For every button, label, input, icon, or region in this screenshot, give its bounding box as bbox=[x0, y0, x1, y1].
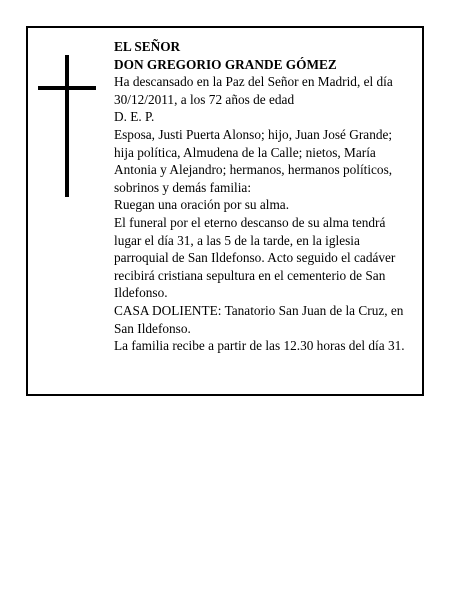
notice-line: El funeral por el eterno descanso de su alma tendrá bbox=[114, 214, 386, 230]
notice-line: CASA DOLIENTE: Tanatorio San Juan de la Cruz, en bbox=[114, 302, 404, 318]
notice-line: Ha descansado en la Paz del Señor en Madrid, el día bbox=[114, 74, 393, 90]
cross-vertical-bar bbox=[65, 55, 69, 197]
notice-line: San Ildefonso. bbox=[114, 320, 191, 336]
notice-line: Antonia y Alejandro; hermanos, hermanos políticos, bbox=[114, 162, 393, 178]
notice-line: Ildefonso. bbox=[114, 285, 168, 301]
notice-line: hija política, Almudena de la Calle; nietos, María bbox=[114, 144, 376, 160]
notice-line: La familia recibe a partir de las 12.30 horas del día 31. bbox=[114, 338, 405, 354]
notice-line: lugar el día 31, a las 5 de la tarde, en la iglesia bbox=[114, 232, 360, 248]
notice-line: 30/12/2011, a los 72 años de edad bbox=[114, 91, 295, 107]
cross-icon bbox=[38, 55, 96, 197]
obituary-text bbox=[114, 38, 418, 355]
notice-line: recibirá cristiana sepultura en el cementerio de San bbox=[114, 267, 386, 283]
notice-line: Esposa, Justi Puerta Alonso; hijo, Juan José Grande; bbox=[114, 126, 393, 142]
cross-horizontal-bar bbox=[38, 86, 96, 90]
notice-line: Ruegan una oración por su alma. bbox=[114, 197, 290, 213]
notice-heading-title: EL SEÑOR bbox=[114, 39, 181, 54]
notice-dep: D. E. P. bbox=[114, 109, 155, 125]
notice-line: parroquial de San Ildefonso. Acto seguido el cadáver bbox=[114, 250, 396, 266]
notice-heading-name: DON GREGORIO GRANDE GÓMEZ bbox=[114, 56, 337, 72]
notice-line: sobrinos y demás familia: bbox=[114, 179, 252, 195]
